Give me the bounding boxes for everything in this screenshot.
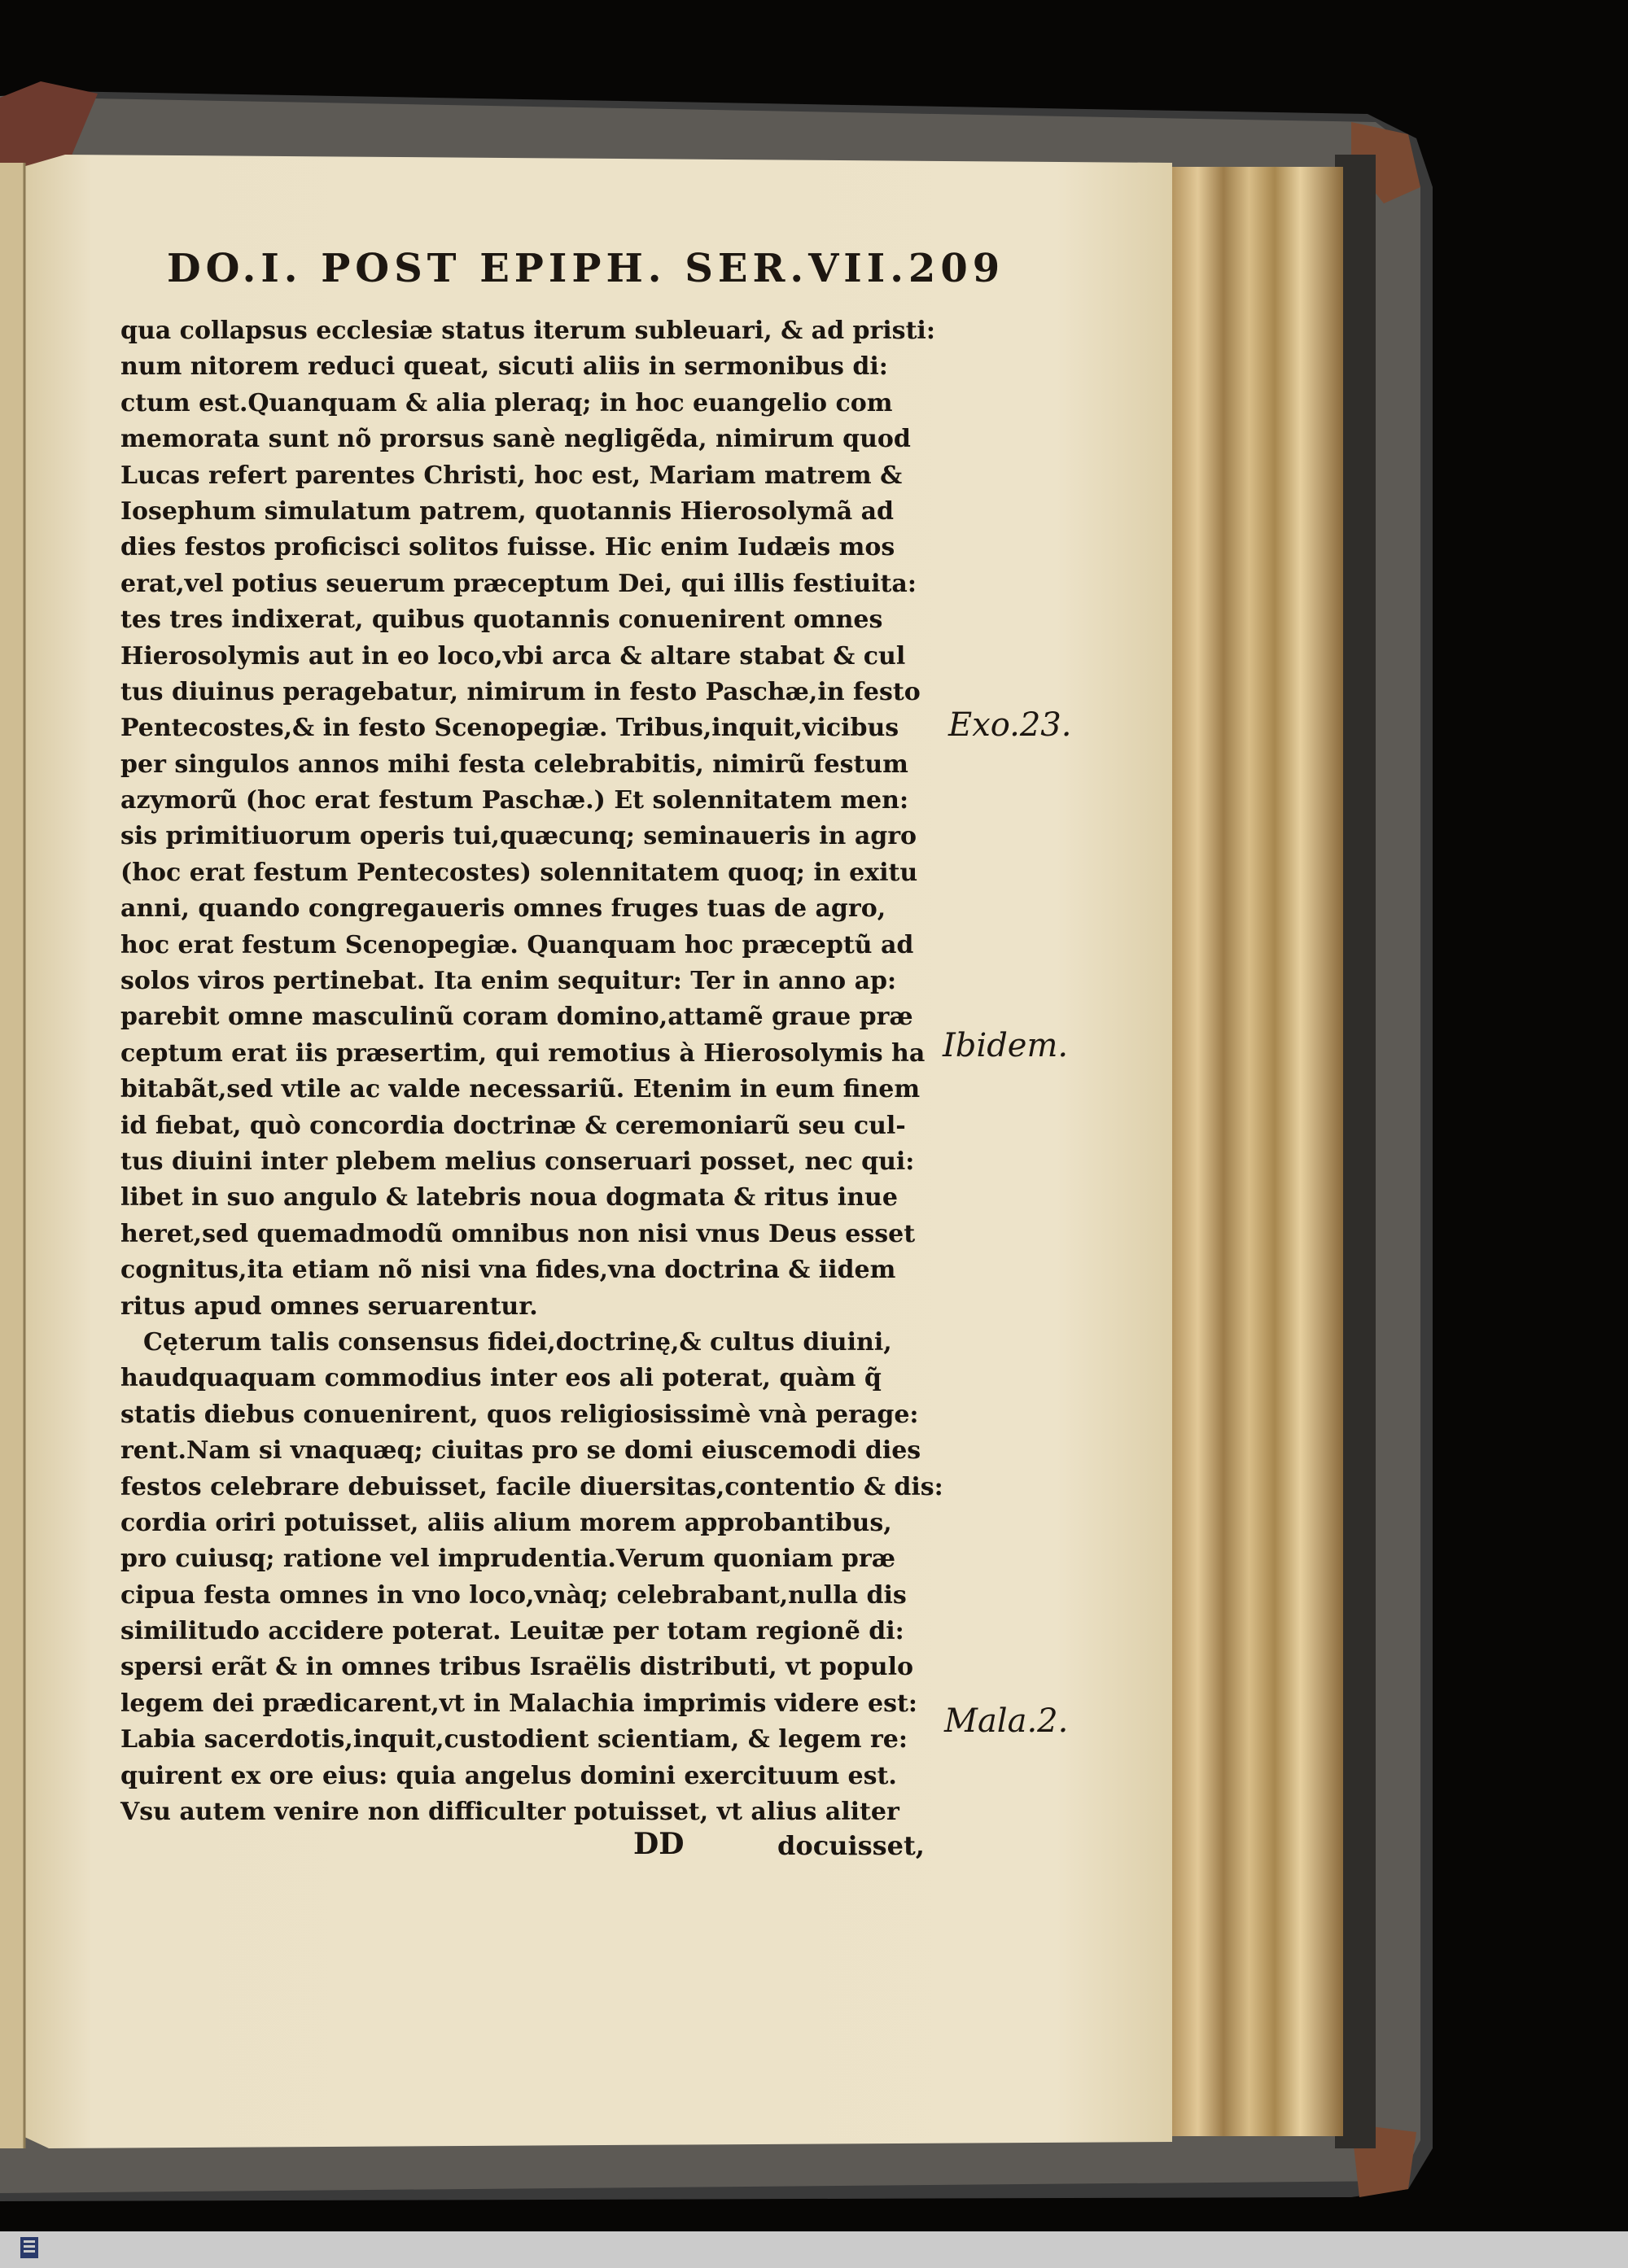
running-head [167, 246, 1005, 291]
text-line: Pentecostes,& in festo Scenopegiæ. Tribus,inquit,vicibus [120, 714, 899, 743]
text-line: erat,vel potius seuerum præceptum Dei, qui illis festiuita: [120, 569, 917, 598]
margin-note-exodus: Exo.23. [948, 706, 1072, 744]
text-line: cipua festa omnes in vno loco,vnàq; celebrabant,nulla dis [120, 1580, 907, 1610]
text-line: id fiebat, quò concordia doctrinæ & ceremoniarũ seu cul- [120, 1111, 906, 1140]
text-line: num nitorem reduci queat, sicuti aliis in sermonibus di: [120, 352, 888, 382]
text-line: (hoc erat festum Pentecostes) solennitatem quoq; in exitu [120, 858, 918, 887]
text-line: tus diuinus peragebatur, nimirum in festo Paschæ,in festo [120, 677, 921, 706]
text-line: pro cuiusq; ratione vel imprudentia.Verum quoniam præ [120, 1545, 895, 1574]
text-line: anni, quando congregaueris omnes fruges tuas de agro, [120, 894, 886, 924]
text-line: haudquaquam commodius inter eos ali poterat, quàm q̃ [120, 1364, 882, 1393]
library-logo-icon [18, 2234, 41, 2265]
body-text [120, 313, 943, 1830]
text-line: ceptum erat iis præsertim, qui remotius à Hierosolymis ha [120, 1038, 926, 1068]
margin-note-malachi: Mala.2. [944, 1702, 1069, 1740]
margin-note-ibidem: Ibidem. [943, 1027, 1069, 1064]
text-line: legem dei prædicarent,vt in Malachia imprimis videre est: [120, 1689, 917, 1718]
text-line: ritus apud omnes seruarentur. [120, 1291, 538, 1321]
catchword: docuisset, [777, 1830, 925, 1861]
text-line: Cęterum talis consensus fidei,doctrinę,& cultus diuini, [143, 1327, 892, 1357]
text-line: dies festos proficisci solitos fuisse. Hic enim Iudæis mos [120, 533, 895, 562]
text-line: spersi erãt & in omnes tribus Israëlis distributi, vt populo [120, 1653, 914, 1682]
text-line: rent.Nam si vnaquæq; ciuitas pro se domi eiuscemodi dies [120, 1436, 921, 1466]
text-line: tus diuini inter plebem melius conseruari posset, nec qui: [120, 1147, 915, 1176]
text-line: bitabãt,sed vtile ac valde necessariũ. Etenim in eum finem [120, 1075, 921, 1104]
text-line: cognitus,ita etiam nõ nisi vna fides,vna doctrina & iidem [120, 1256, 896, 1285]
text-line: sis primitiuorum operis tui,quæcunq; seminaueris in agro [120, 822, 917, 851]
text-line: heret,sed quemadmodũ omnibus non nisi vnus Deus esset [120, 1219, 916, 1248]
text-line: Vsu autem venire non difficulter potuisset, vt alius aliter [120, 1798, 899, 1827]
text-line: festos celebrare debuisset, facile diuersitas,contentio & dis: [120, 1472, 943, 1501]
text-line: similitudo accidere poterat. Leuitæ per totam regionẽ di: [120, 1617, 904, 1646]
text-line: per singulos annos mihi festa celebrabitis, nimirũ festum [120, 749, 908, 779]
signature-mark: DD [633, 1827, 685, 1861]
running-head-title: DO.I. POST EPIPH. SER.VII. [167, 246, 908, 291]
text-line: Hierosolymis aut in eo loco,vbi arca & altare stabat & cul [120, 641, 906, 671]
text-line: libet in suo angulo & latebris noua dogmata & ritus inue [120, 1183, 898, 1213]
text-line: Labia sacerdotis,inquit,custodient scientiam, & legem re: [120, 1725, 908, 1755]
text-line: qua collapsus ecclesiæ status iterum subleuari, & ad pristi: [120, 317, 935, 345]
text-line: memorata sunt nõ prorsus sanè negligẽda, nimirum quod [120, 425, 911, 454]
text-line: Iosephum simulatum patrem, quotannis Hierosolymã ad [120, 496, 894, 526]
text-line: Lucas refert parentes Christi, hoc est, Mariam matrem & [120, 461, 903, 490]
text-line: hoc erat festum Scenopegiæ. Quanquam hoc præceptũ ad [120, 930, 914, 959]
text-line: statis diebus conuenirent, quos religiosissimè vnà perage: [120, 1400, 919, 1429]
text-line: cordia oriri potuisset, aliis alium morem approbantibus, [120, 1508, 892, 1537]
text-line: ctum est.Quanquam & alia pleraq; in hoc euangelio com [120, 388, 893, 417]
viewer-footer-bar [0, 2231, 1628, 2268]
text-line: quirent ex ore eius: quia angelus domini exercituum est. [120, 1761, 897, 1790]
text-line: solos viros pertinebat. Ita enim sequitur: Ter in anno ap: [120, 967, 897, 996]
page-footer [0, 1827, 1628, 1868]
page-number: 209 [908, 246, 1005, 291]
text-line: tes tres indixerat, quibus quotannis conuenirent omnes [120, 605, 883, 635]
text-line: azymorũ (hoc erat festum Paschæ.) Et solennitatem men: [120, 786, 909, 815]
text-line: parebit omne masculinũ coram domino,attamẽ graue præ [120, 1003, 913, 1032]
